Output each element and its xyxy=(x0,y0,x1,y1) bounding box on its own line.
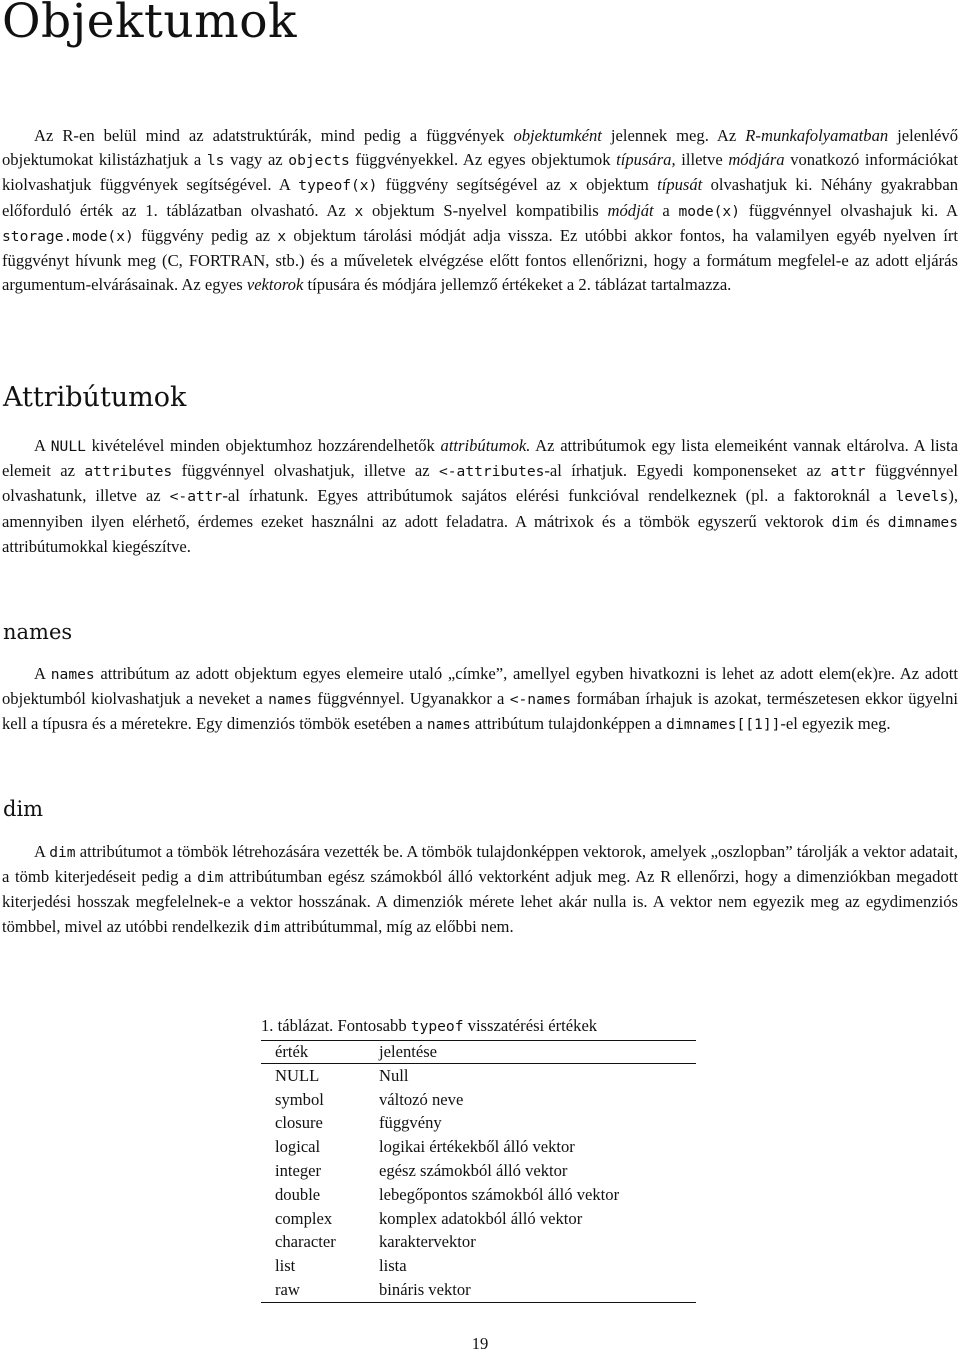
cell-meaning: lista xyxy=(379,1256,407,1276)
table-row xyxy=(261,1159,696,1183)
names-heading: names xyxy=(3,620,73,644)
cell-value: NULL xyxy=(275,1065,320,1085)
cell-meaning: függvény xyxy=(379,1113,442,1133)
cell-value: symbol xyxy=(275,1089,324,1109)
table-row xyxy=(261,1278,696,1302)
cell-meaning: komplex adatokból álló vektor xyxy=(379,1208,583,1228)
intro-paragraph: Az R-en belül mind az adatstruktúrák, mind pedig a függvények objektumként jelennek meg. Az R-munkafolyamatban jelenlévő objektumokat kilistázhatjuk a ls vagy az objects függvényekkel. Az egyes objektumok típusára, illetve módjára vonatkozó információkat kiolvashatjuk függvények segítségével. A typeof(x) függvény segítségével az x objektum típusát olvashatjuk ki. Néhány gyakrabban előforduló érték az 1. táblázatban olvasható. Az x objektum S-nyelvel kompatibilis módját a mode(x) függvénnyel olvashajuk ki. A storage.mode(x) függvény pedig az x objektum tárolási módját adja vissza. Ez utóbbi akkor fontos, ha valamilyen egyéb nyelven írt függvényt hívunk meg (C, FORTRAN, stb.) és a műveletek elvégzése előtt fontos ellenőrizni, hogy a formátum megfelel-e az adott eljárás argumentum-elvárásainak. Az egyes vektorok típusára és módjára jellemző értékeket a 2. táblázat tartalmazza. xyxy=(2,126,959,295)
cell-meaning: egész számokból álló vektor xyxy=(379,1161,568,1181)
table-row xyxy=(261,1207,696,1231)
typeof-table xyxy=(261,1040,696,1303)
cell-meaning: bináris vektor xyxy=(365,1278,696,1302)
table-header-row xyxy=(261,1041,696,1064)
cell-meaning: Null xyxy=(379,1065,409,1085)
table-row xyxy=(261,1231,696,1255)
table-row xyxy=(261,1112,696,1136)
cell-value: double xyxy=(275,1184,321,1204)
table-row xyxy=(261,1254,696,1278)
table-caption: 1. táblázat. Fontosabb typeof visszatérési értékek xyxy=(261,1016,598,1035)
column-header-meaning: jelentése xyxy=(365,1041,696,1064)
dim-paragraph: A dim attribútumot a tömbök létrehozására vezették be. A tömbök tulajdonképpen vektorok, amelyek „oszlopban” tárolják a vektor adatait, a tömb kiterjedéseit pedig a dim attribútumban egész számokból álló vektorként adjuk meg. Az R ellenőrzi, hogy a dimenziókban megadott kiterjedési hosszak megfelelnek-e a vektor hosszának. A dimenziók mérete lehet akár nulla is. A vektor nem egyezik meg az egydimenziós tömbbel, mivel az utóbbi rendelkezik dim attribútummal, míg az előbbi nem. xyxy=(2,842,958,936)
cell-value: raw xyxy=(261,1278,365,1302)
cell-value: list xyxy=(275,1256,296,1276)
names-paragraph: A names attribútum az adott objektum egyes elemeire utaló „címke”, amellyel egyben hivatkozni is lehet az adott elem(ek)re. Az adott objektumból kiolvashatjuk a neveket a names függvénnyel. Ugyanakkor a <-names formában írhajuk is azokat, természetesen ekkor ügyelni kell a típusra és a méretekre. Egy dimenziós tömbök esetében a names attribútum tulajdonképpen a dimnames[[1]]-el egyezik meg. xyxy=(2,664,959,734)
table-row xyxy=(261,1135,696,1159)
column-header-value: érték xyxy=(261,1041,365,1064)
cell-value: logical xyxy=(275,1137,321,1157)
cell-meaning: változó neve xyxy=(379,1089,464,1109)
page-number: 19 xyxy=(471,1334,489,1353)
dim-heading: dim xyxy=(3,797,44,821)
table-row xyxy=(261,1183,696,1207)
cell-value: integer xyxy=(275,1161,322,1181)
cell-meaning: logikai értékekből álló vektor xyxy=(379,1137,575,1157)
cell-value: character xyxy=(275,1232,336,1252)
table-row xyxy=(261,1064,696,1088)
cell-meaning: karaktervektor xyxy=(379,1232,476,1252)
attributes-heading: Attribútumok xyxy=(3,382,187,413)
attributes-paragraph: A NULL kivételével minden objektumhoz hozzárendelhetők attribútumok. Az attribútumok egy lista elemeiként vannak eltárolva. A lista elemeit az attributes függvénnyel olvashatjuk, illetve az <-attributes-al írhatjuk. Egyedi komponenseket az attr függvénnyel olvashatunk, illetve az <-attr-al írhatunk. Egyes attribútumok sajátos elérési funkcióval rendelkeznek (pl. a faktoroknál a levels), amennyiben ilyen elérhető, érdemes ezeket használni az adott feladatra. A mátrixok és a tömbök egyszerű vektorok dim és dimnames attribútumokkal kiegészítve. xyxy=(2,436,958,556)
page-title: Objektumok xyxy=(2,0,297,49)
cell-value: complex xyxy=(275,1208,333,1228)
table-row xyxy=(261,1088,696,1112)
cell-meaning: lebegőpontos számokból álló vektor xyxy=(379,1184,620,1204)
cell-value: closure xyxy=(275,1113,323,1133)
